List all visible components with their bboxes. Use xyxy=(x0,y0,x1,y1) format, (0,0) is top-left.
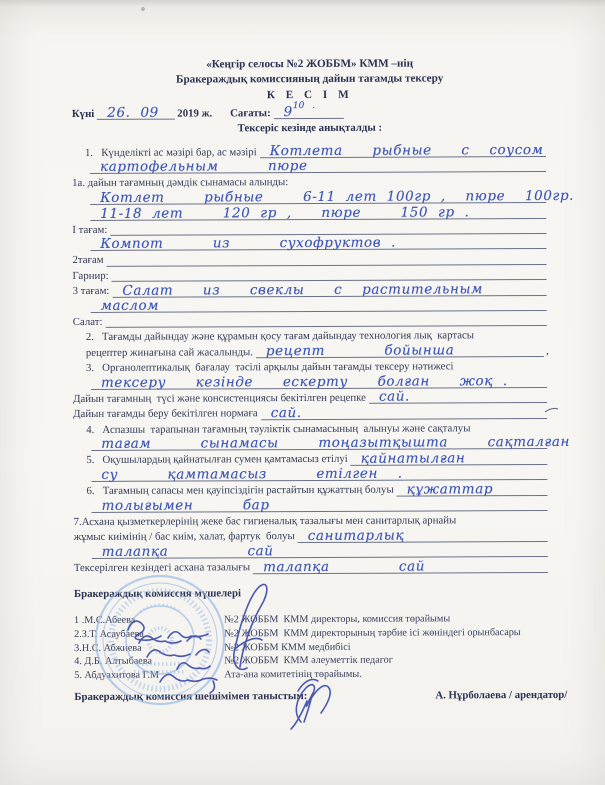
doc-subtitle: Бракераждық комиссияның дайын тағамды тексеру xyxy=(176,72,444,86)
member-role: Ата-ана комитетінің төрайымы. xyxy=(224,668,362,681)
time-field xyxy=(274,100,344,119)
section-heading: Тексеріс кезінде анықталды : xyxy=(237,121,383,135)
time-value: 9 xyxy=(283,104,293,121)
member-name: 5. Абдуахитова Г.М xyxy=(74,669,159,682)
q4-line: 4. Аспазшы тарапынан тағамның тәуліктік сынамасының алынуы және сақталуы xyxy=(86,421,471,436)
field-salad: Салат: xyxy=(73,313,549,330)
handwritten-value: толығымен бар xyxy=(101,497,270,514)
handwritten-value: 11-18 лет 120 гр , пюре 150 гр . xyxy=(100,203,470,222)
member-role: №2 ЖОББМ КММ директоры, комиссия төрайымы xyxy=(224,613,451,626)
member-name: 3.Н.С. Абжиева xyxy=(74,642,142,654)
field-garnish: Гарнир: xyxy=(73,267,549,284)
q7-line2: жұмыс киімінің / бас киім, халат, фартук болуы санитарлық xyxy=(74,528,550,545)
handwritten-value: су қамтамасыз етілген . xyxy=(101,465,403,484)
q2-line2: рецептер жинағына сай жасалынды. рецепт бойынша , xyxy=(85,342,549,360)
field-dish1: І тағам: xyxy=(72,221,548,238)
field-serving-norm: Дайын тағамды беру бекітілген нормаға сай. xyxy=(73,405,549,422)
time-label: Сағаты: xyxy=(230,106,271,120)
form-content xyxy=(71,56,575,705)
field-menu: 1. Күнделікті ас мәзірі бар, ас мәзірі Котлета рыбные с соусом xyxy=(72,144,548,161)
time-minutes: 10 . xyxy=(292,101,316,112)
member-role: №2 ЖОББМ КММ медбибісі xyxy=(224,641,351,653)
handwritten-value: талапқа сай xyxy=(263,558,426,575)
q6-line: 6. Тағамның сапасы мен қауіпсіздігін растайтын құжаттың болуы құжаттар xyxy=(73,482,549,499)
date-label: Күні xyxy=(71,107,95,120)
field-color-consistency: Дайын тағамның түсі және консистенциясы бекітілген рецепке сай. xyxy=(73,390,549,407)
org-title: «Кеңгір селосы №2 ЖОББМ» КММ –нің xyxy=(206,57,414,71)
commission-members xyxy=(74,612,550,683)
date-field xyxy=(97,104,175,122)
field-dish2: 2тағам xyxy=(72,251,548,268)
handwritten-value: Котлета рыбные с соусом xyxy=(269,141,544,160)
year-label: 2019 ж. xyxy=(177,107,213,120)
field-dish3: 3 тағам: Салат из свеклы с растительным xyxy=(73,282,549,299)
handwritten-value: рецепт бойынша xyxy=(265,342,455,360)
handwritten-value: картофельным пюре xyxy=(100,158,308,176)
handwritten-value: қайнатылған xyxy=(360,450,466,467)
handwritten-value: сай. xyxy=(378,388,410,405)
q5-line: 5. Оқушылардың қайнатылған сумен қамтамасыз етілуі қайнатылған xyxy=(73,451,549,468)
acknowledgement-row xyxy=(74,688,568,705)
member-name: 2.З.Т. Асаубаева xyxy=(74,628,144,640)
handwritten-value: талапқа сай xyxy=(101,543,274,561)
handwritten-value: Салат из свеклы с растительным xyxy=(122,280,483,299)
handwritten-value: санитарлық xyxy=(307,527,405,544)
q2-line1: 2. Тағамды дайындау және құрамын қосу тағам дайындау технология лық картасы xyxy=(85,329,475,344)
handwritten-value: Котлет рыбные 6-11 лет 100гр , пюре 100гр. xyxy=(100,188,575,207)
ack-name: А. Нұрболаева / арендатор/ xyxy=(435,688,568,702)
doc-type-title: К Е С І М xyxy=(266,88,353,102)
field-kitchen-cleanliness: Тексерілген кезіндегі асхана тазалығы талапқа сай xyxy=(74,559,550,576)
q7-line1: 7.Асхана қызметкерлерінің жеке бас гигиеналық тазалығы мен санитарлық арнайы xyxy=(73,514,457,529)
member-role: №2 ЖОББМ КММ әлеуметтік педагог xyxy=(224,655,393,667)
handwritten-value: маслом xyxy=(100,297,160,314)
member-role: №2 ЖОББМ КММ директорының тәрбие ісі жөніндегі орынбасары xyxy=(224,626,521,640)
member-name: 4. Д.Б. Алтыбаева xyxy=(74,656,153,668)
member-name: 1 .М.С.Абеева xyxy=(74,614,136,627)
handwritten-value: тексеру кезінде ескерту болған жоқ . xyxy=(100,373,508,391)
q3-line: 3. Органолептикалық бағалау тәсілі арқылы дайын тағамды тексеру нәтижесі xyxy=(85,360,454,375)
member-row xyxy=(74,667,550,683)
handwritten-value: тағам сынамасы тоңазытқышта сақталған xyxy=(101,434,571,453)
handwritten-value: Компот из сухофруктов . xyxy=(100,234,397,253)
member-row xyxy=(74,626,550,642)
date-value: 26. 09 xyxy=(107,104,159,122)
handwritten-value: құжаттар xyxy=(406,480,494,498)
date-time-row xyxy=(72,102,548,122)
ack-label: Бракераждық комиссия шешімімен таныстым: xyxy=(74,689,308,703)
commission-heading: Бракераждық комиссия мүшелері xyxy=(73,586,241,600)
handwritten-value: сай. xyxy=(270,404,302,421)
field-tasting: 1а. дайын тағамның дәмдік сынамасы алынды: xyxy=(72,176,289,190)
